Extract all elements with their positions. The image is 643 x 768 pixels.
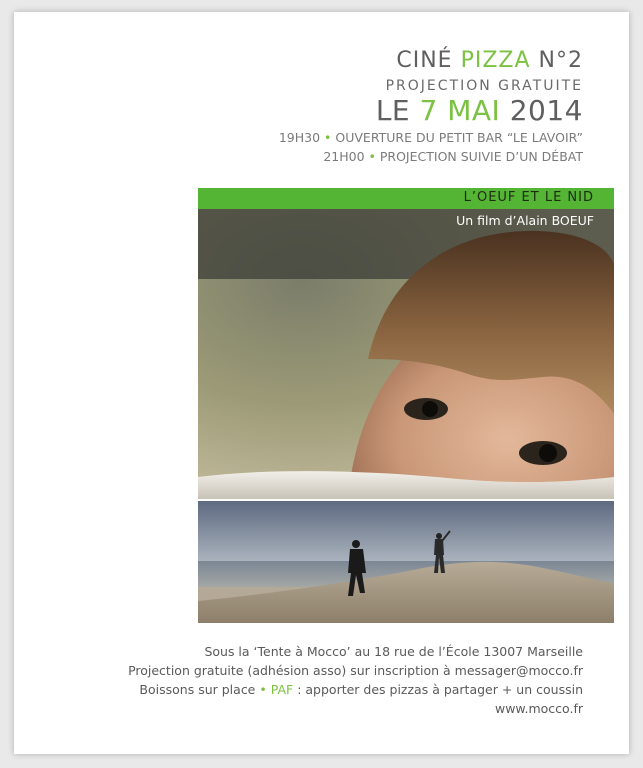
event-date <box>376 94 583 127</box>
schedule-time: 19H30 <box>278 130 321 145</box>
bullet-dot: • <box>259 682 267 697</box>
schedule-text: OUVERTURE DU PETIT BAR “LE LAVOIR” <box>335 130 583 145</box>
film-title: L’OEUF ET LE NID <box>463 190 594 205</box>
flyer-card <box>14 12 629 754</box>
date-le: LE <box>375 94 411 127</box>
schedule-text: PROJECTION SUIVIE D’UN DÉBAT <box>379 149 583 164</box>
schedule-time: 21H00 <box>323 149 365 164</box>
event-subtitle: PROJECTION GRATUITE <box>385 78 583 94</box>
registration-line: Projection gratuite (adhésion asso) sur inscription à messager@mocco.fr <box>128 663 583 678</box>
date-day-month: 7 MAI <box>419 94 501 127</box>
child-face-image <box>198 209 614 499</box>
drinks-paf-line <box>139 682 583 697</box>
film-director: Un film d’Alain BOEUF <box>456 213 594 228</box>
website-link[interactable]: www.mocco.fr <box>494 701 583 716</box>
schedule-item-2 <box>323 149 583 164</box>
venue-line: Sous la ‘Tente à Mocco’ au 18 rue de l’École 13007 Marseille <box>204 644 583 659</box>
paf-text: : apporter des pizzas à partager + un coussin <box>297 682 583 697</box>
title-number: N°2 <box>538 48 583 73</box>
beach-scene-image <box>198 501 614 623</box>
film-still-child-face <box>198 209 614 499</box>
bullet-dot: • <box>324 130 332 145</box>
drinks-text: Boissons sur place <box>139 682 256 697</box>
film-title-bar <box>198 188 614 209</box>
film-still-beach <box>198 501 614 623</box>
event-title <box>396 48 583 73</box>
title-cine: CINÉ <box>396 48 453 73</box>
bullet-dot: • <box>368 149 376 164</box>
paf-label: PAF <box>270 682 294 697</box>
title-pizza: PIZZA <box>460 48 531 73</box>
schedule-item-1 <box>279 130 583 145</box>
date-year: 2014 <box>509 94 583 127</box>
